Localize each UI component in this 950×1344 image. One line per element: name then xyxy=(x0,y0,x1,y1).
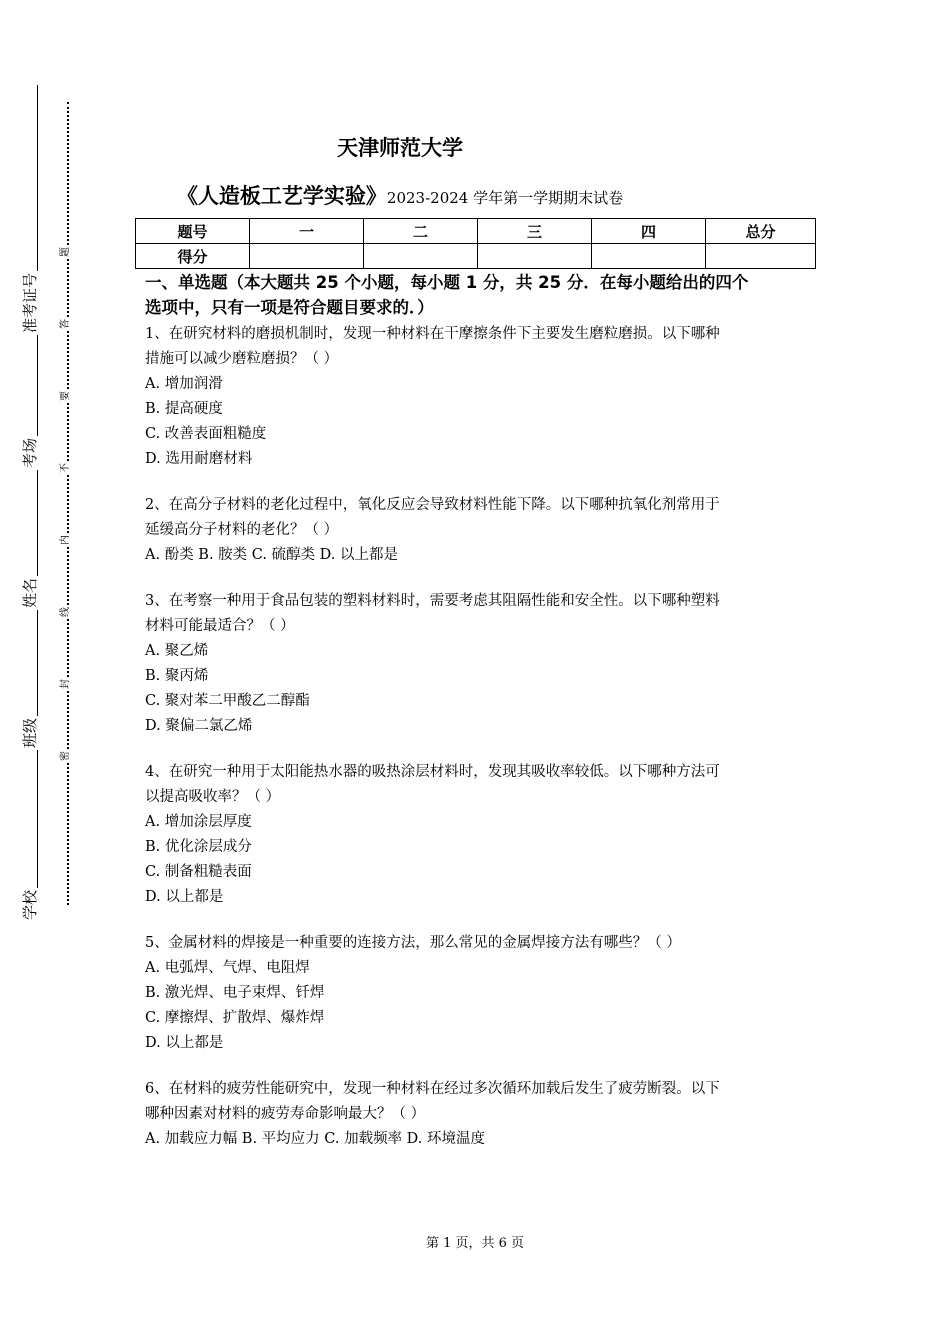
question-stem: 以提高吸收率？（ ） xyxy=(145,789,281,805)
score-input-cell[interactable] xyxy=(478,244,592,269)
question-stem: 材料可能最适合？（ ） xyxy=(145,618,295,634)
questions-area xyxy=(145,270,810,1173)
option-c[interactable]: C. 摩擦焊、扩散焊、爆炸焊 xyxy=(145,1010,325,1026)
field-class: 班级 xyxy=(21,717,39,748)
option-d[interactable]: D. 以上都是 xyxy=(145,889,224,905)
score-input-cell[interactable] xyxy=(706,244,816,269)
score-input-cell[interactable] xyxy=(250,244,364,269)
score-cell: 得分 xyxy=(136,244,250,269)
question-4 xyxy=(145,760,810,910)
section-header xyxy=(145,270,810,320)
question-stem: 6、在材料的疲劳性能研究中，发现一种材料在经过多次循环加载后发生了疲劳断裂。以下 xyxy=(145,1081,720,1097)
seal-char: 要 xyxy=(60,391,71,401)
score-table-score-row xyxy=(136,244,816,269)
section-header-line: 选项中，只有一项是符合题目要求的．） xyxy=(145,298,434,317)
score-table-header-row xyxy=(136,219,816,244)
option-a[interactable]: A. 增加涂层厚度 xyxy=(145,814,252,830)
question-stem: 哪种因素对材料的疲劳寿命影响最大？（ ） xyxy=(145,1106,426,1122)
option-b[interactable]: B. 提高硬度 xyxy=(145,401,223,417)
option-d[interactable]: D. 聚偏二氯乙烯 xyxy=(145,718,253,734)
section-header-line: 一、单选题（本大题共 25 个小题，每小题 1 分，共 25 分．在每小题给出的四个 xyxy=(145,273,749,292)
option-b[interactable]: B. 激光焊、电子束焊、钎焊 xyxy=(145,985,325,1001)
course-name: 《人造板工艺学实验》 xyxy=(176,184,387,208)
field-name: 姓名 xyxy=(21,577,39,608)
options-inline[interactable]: A. 酚类 B. 胺类 C. 硫醇类 D. 以上都是 xyxy=(145,547,399,563)
seal-char: 内 xyxy=(60,535,71,545)
score-table xyxy=(135,218,816,269)
seal-char: 答 xyxy=(60,319,71,329)
score-input-cell[interactable] xyxy=(364,244,478,269)
question-stem: 5、金属材料的焊接是一种重要的连接方法，那么常见的金属焊接方法有哪些？（ ） xyxy=(145,935,681,951)
seal-char: 密 xyxy=(60,751,71,761)
question-2 xyxy=(145,493,810,568)
score-cell: 总分 xyxy=(706,219,816,244)
score-input-cell[interactable] xyxy=(592,244,706,269)
binding-line xyxy=(37,85,38,920)
seal-char: 线 xyxy=(60,607,71,617)
seal-char: 题 xyxy=(60,247,71,257)
option-c[interactable]: C. 制备粗糙表面 xyxy=(145,864,252,880)
exam-title xyxy=(0,180,800,210)
score-cell: 四 xyxy=(592,219,706,244)
option-d[interactable]: D. 选用耐磨材料 xyxy=(145,451,253,467)
page-number: 第 1 页，共 6 页 xyxy=(425,1236,525,1251)
options-inline[interactable]: A. 加载应力幅 B. 平均应力 C. 加载频率 D. 环境温度 xyxy=(145,1131,486,1147)
score-cell: 一 xyxy=(250,219,364,244)
seal-dotted-line xyxy=(67,102,69,905)
seal-char: 封 xyxy=(60,679,71,689)
question-6 xyxy=(145,1077,810,1152)
option-a[interactable]: A. 增加润滑 xyxy=(145,376,223,392)
question-stem: 延缓高分子材料的老化？（ ） xyxy=(145,522,339,538)
score-cell: 三 xyxy=(478,219,592,244)
option-c[interactable]: C. 改善表面粗糙度 xyxy=(145,426,267,442)
option-d[interactable]: D. 以上都是 xyxy=(145,1035,224,1051)
option-a[interactable]: A. 聚乙烯 xyxy=(145,643,209,659)
question-stem: 4、在研究一种用于太阳能热水器的吸热涂层材料时，发现其吸收率较低。以下哪种方法可 xyxy=(145,764,720,780)
option-b[interactable]: B. 优化涂层成分 xyxy=(145,839,252,855)
question-stem: 2、在高分子材料的老化过程中，氧化反应会导致材料性能下降。以下哪种抗氧化剂常用于 xyxy=(145,497,720,513)
field-exam-number: 准考证号 xyxy=(21,272,39,333)
score-cell: 二 xyxy=(364,219,478,244)
question-3 xyxy=(145,589,810,739)
question-5 xyxy=(145,931,810,1056)
field-school: 学校 xyxy=(21,889,39,920)
option-b[interactable]: B. 聚丙烯 xyxy=(145,668,209,684)
seal-char: 不 xyxy=(60,463,71,473)
question-stem: 3、在考察一种用于食品包装的塑料材料时，需要考虑其阻隔性能和安全性。以下哪种塑料 xyxy=(145,593,720,609)
question-stem: 措施可以减少磨粒磨损？（ ） xyxy=(145,351,339,367)
exam-term: 2023-2024 学年第一学期期末试卷 xyxy=(386,189,624,207)
score-cell: 题号 xyxy=(136,219,250,244)
question-stem: 1、在研究材料的磨损机制时，发现一种材料在干摩擦条件下主要发生磨粒磨损。以下哪种 xyxy=(145,326,720,342)
option-a[interactable]: A. 电弧焊、气焊、电阻焊 xyxy=(145,960,310,976)
option-c[interactable]: C. 聚对苯二甲酸乙二醇酯 xyxy=(145,693,310,709)
school-name: 天津师范大学 xyxy=(337,136,463,160)
field-exam-room: 考场 xyxy=(21,437,39,468)
question-1 xyxy=(145,322,810,472)
